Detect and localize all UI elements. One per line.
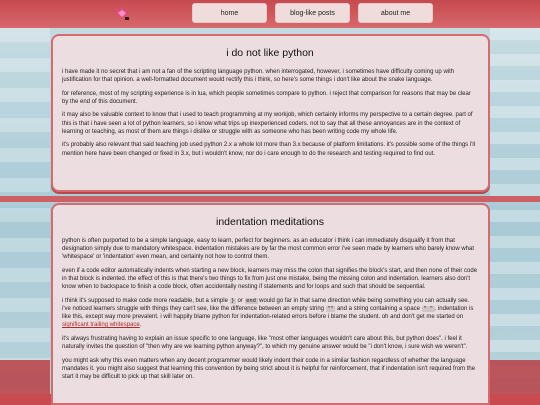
post-section-card [51, 203, 490, 405]
section-title: indentation meditations [216, 216, 324, 228]
paragraph: i have made it no secret that i am not a fan of the scripting language python. when interrogated, however, i sometimes have difficulty coming up with justification for that opinion. a well-formatted document would rectify this i think, so here's some things i don't like about the snake language. [62, 69, 455, 84]
text-fragment: would go far in that same direction while being something you can actually see. i've noticed learners struggle with things they can't see, like the difference between an empty string [62, 297, 470, 313]
inline-code: end [246, 297, 256, 304]
paragraph [62, 297, 478, 330]
background-pattern-right [490, 28, 540, 394]
inline-code: "" [327, 306, 334, 313]
inline-code: } [231, 297, 235, 304]
paragraph: it may also be valuable context to know that i used to teach programming at my workjob, which certainly informs my perspective to a certain degree. part of this is that i have seen a lot of python learners, so i know what trips up inexperienced coders. not to say that all these annoyances are in the context of learning or teaching, as most of them are things i dislike or struggle with as someone who has been writing code my whole life. [62, 112, 473, 135]
trailing-whitespace-link[interactable]: significant trailing whitespace [62, 322, 140, 329]
text-fragment: and a string containing a space [335, 306, 422, 313]
top-nav [192, 3, 433, 23]
text-fragment: . [139, 322, 142, 329]
background-block-left [0, 360, 50, 394]
text-fragment: or [235, 297, 245, 304]
nav-blog-button[interactable]: blog-like posts [275, 3, 350, 23]
paragraph: even if a code editor automatically indents when starting a new block, learners may miss the colon that signifies the block's start, and then none of their code in that block is indented. the effect of this is that there's two things to fix from just one mistake, being the missing colon and indentation. learners also don't know when to backspace to finish a code block, often accidentally nesting if statements and for loops and such that should be sequential. [62, 267, 478, 291]
post-title: i do not like python [226, 47, 314, 59]
paragraph: it's probably also relevant that said teaching job used python 2.x a whole lot more than 3.x because of platform limitations. it's possible some of the things i'll mention here have been changed or fixed in 3.x, but i wouldn't know, nor do i care enough to do the research and testing required to find out. [62, 142, 475, 157]
paragraph: for reference, most of my scripting experience is in lua, which people sometimes compare to python. i reject that comparison for reasons that may be clear by the end of this document. [62, 90, 471, 105]
background-block-right [490, 360, 540, 394]
text-fragment: . indentation is like this, except way more prevalent. i will happily blame python for indentation-related errors before i blame the student. oh and don't get me started on [62, 306, 474, 321]
inline-code: " " [423, 306, 434, 313]
paragraph: python is often purported to be a simple language, easy to learn, perfect for beginners. as an educator i think i can immediately disqualify it from that designation simply due to mandatory whitespace. indentation mistakes are by far the most common error i've seen made by learners who barely know what 'whitespace' or 'indentation' even mean, and certainly not how to control them. [62, 238, 475, 261]
text-fragment: i think it's supposed to make code more readable, but a simple [62, 297, 230, 304]
nav-home-button[interactable]: home [192, 3, 267, 23]
post-intro-card [51, 34, 490, 192]
nav-about-button[interactable]: about me [358, 3, 433, 23]
paragraph: you might ask why this even matters when any decent programmer would likely indent their code in a similar fashion regardless of whether the language mandates it. you might also suggest that learning this convention by being strict about it is helpful for reinforcement, that if indentation isn't required from the start it may be difficult to pick up that skill later on. [62, 357, 476, 381]
paragraph: it's always frustrating having to explain an issue specific to one language, like "most other languages wouldn't care about this, but python does". i feel it naturally invites the question of "then why are we learning python anyway?", to which my genuine answer would be "i don't know, i sure wish we weren't". [62, 335, 468, 351]
logo-icon[interactable] [112, 4, 132, 22]
background-pattern-left [0, 28, 50, 394]
background-band [0, 196, 540, 202]
